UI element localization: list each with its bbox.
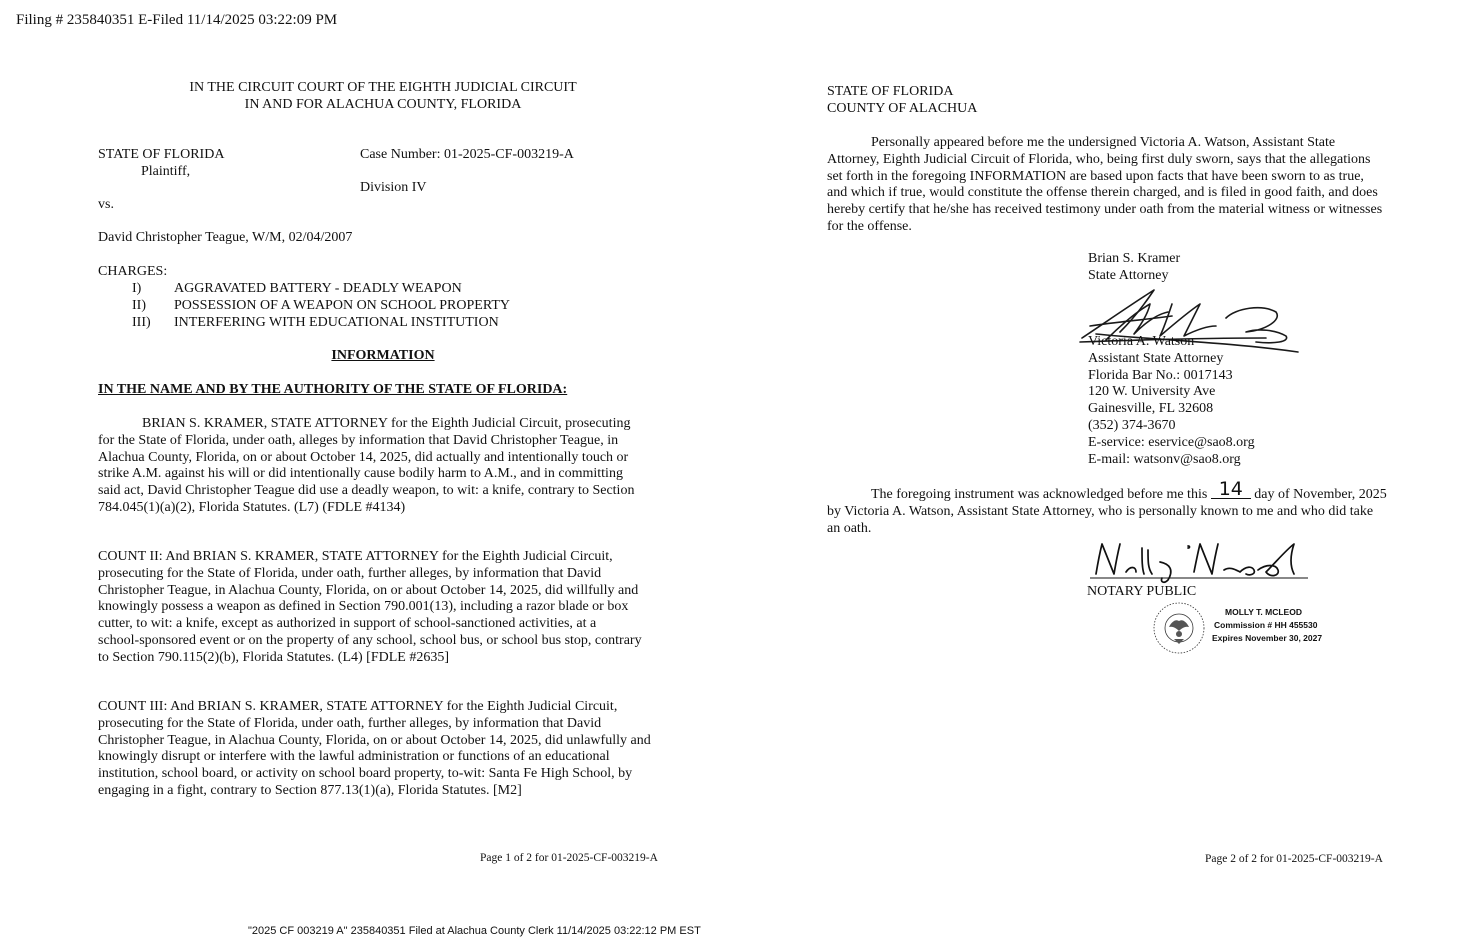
paragraph-line: for the offense. — [827, 218, 912, 234]
paragraph-line: Alachua County, Florida, on or about October 14, 2025, did actually and intentionally touch or — [98, 449, 629, 465]
signer-eservice: E-service: eservice@sao8.org — [1088, 434, 1255, 450]
paragraph-line: COUNT II: And BRIAN S. KRAMER, STATE ATTORNEY for the Eighth Judicial Circuit, — [98, 549, 613, 564]
signer-email: E-mail: watsonv@sao8.org — [1088, 451, 1241, 467]
paragraph-line: institution, school board, or activity on school board property, to-wit: Santa Fe High School, by — [98, 766, 633, 782]
case-number: Case Number: 01-2025-CF-003219-A — [360, 147, 574, 162]
paragraph-line: knowingly possess a weapon as defined in Section 790.001(13), including a razor blade or box — [98, 599, 629, 615]
venue-state: STATE OF FLORIDA — [827, 84, 954, 99]
affidavit-paragraph — [827, 135, 1395, 236]
authority-title: IN THE NAME AND BY THE AUTHORITY OF THE STATE OF FLORIDA: — [98, 382, 568, 397]
notary-seal-text — [1212, 606, 1352, 645]
clerk-stamp: "2025 CF 003219 A" 235840351 Filed at Alachua County Clerk 11/14/2025 03:22:12 PM EST — [248, 925, 701, 937]
paragraph-line: cutter, to wit: a knife, except as authorized in support of school-sanctioned activities, at a — [98, 616, 597, 632]
paragraph-line: for the State of Florida, under oath, alleges by information that David Christopher Teague, in — [98, 432, 619, 448]
ack-text-b: day of November, 2025 — [1254, 487, 1387, 502]
charge-number: II) — [132, 298, 146, 313]
page-2-footer: Page 2 of 2 for 01-2025-CF-003219-A — [1205, 853, 1383, 865]
charges-label: CHARGES: — [98, 264, 168, 279]
venue-block — [827, 84, 977, 118]
venue-county: COUNTY OF ALACHUA — [827, 100, 978, 116]
party-name: STATE OF FLORIDA — [98, 147, 225, 162]
seal-name: MOLLY T. MCLEOD — [1225, 607, 1302, 617]
paragraph-line: Christopher Teague, in Alachua County, Florida, on or about October 14, 2025, did unlawfully and — [98, 732, 651, 748]
court-caption — [0, 80, 766, 114]
signer-street: 120 W. University Ave — [1088, 384, 1216, 400]
seal-commission: Commission # HH 455530 — [1214, 620, 1318, 630]
notary-label: NOTARY PUBLIC — [1087, 584, 1197, 599]
filing-header: Filing # 235840351 E-Filed 11/14/2025 03:22:09 PM — [16, 12, 338, 28]
paragraph-line: strike A.M. against his will or did intentionally cause bodily harm to A.M., and in committing — [98, 466, 623, 482]
ack-day: 14 — [1211, 481, 1251, 499]
court-line-1: IN THE CIRCUIT COURT OF THE EIGHTH JUDICIAL CIRCUIT — [189, 80, 577, 95]
paragraph-line: Attorney, Eighth Judicial Circuit of Florida, who, being first duly sworn, says that the allegations — [827, 151, 1371, 167]
state-attorney-title: State Attorney — [1088, 267, 1169, 283]
paragraph-line: engaging in a fight, contrary to Section 877.13(1)(a), Florida Statutes. [M2] — [98, 782, 522, 798]
signer-name: Victoria A. Watson — [1088, 334, 1195, 349]
party-role: Plaintiff, — [141, 164, 191, 179]
charge-number: I) — [132, 281, 142, 296]
signer-city: Gainesville, FL 32608 — [1088, 401, 1214, 417]
page-1-footer: Page 1 of 2 for 01-2025-CF-003219-A — [480, 852, 658, 864]
acknowledgement-paragraph — [827, 478, 1395, 537]
charge-text: INTERFERING WITH EDUCATIONAL INSTITUTION — [174, 315, 499, 330]
paragraph-line: knowingly disrupt or interfere with the lawful administration or functions of an educational — [98, 749, 610, 765]
paragraph-line: set forth in the foregoing INFORMATION are based upon facts that have been sworn to as true, — [827, 168, 1364, 184]
state-attorney-name: Brian S. Kramer — [1088, 251, 1181, 266]
signer-phone: (352) 374-3670 — [1088, 417, 1176, 433]
charge-item — [98, 298, 598, 315]
versus: vs. — [98, 197, 114, 212]
ack-line-1 — [827, 478, 1395, 504]
paragraph-line: prosecuting for the State of Florida, under oath, further alleges, by information that David — [98, 715, 602, 731]
paragraph-line: school-sponsored event or on the property of any school, school bus, or school bus stop, contrary — [98, 632, 642, 648]
paragraph-line: Personally appeared before me the undersigned Victoria A. Watson, Assistant State — [871, 135, 1336, 150]
notary-signature — [1090, 540, 1310, 588]
ack-text-a: The foregoing instrument was acknowledged before me this — [871, 487, 1208, 502]
charge-item — [98, 281, 598, 298]
charges-list — [98, 281, 598, 332]
defendant: David Christopher Teague, W/M, 02/04/2007 — [98, 230, 353, 245]
paragraph-line: Christopher Teague, in Alachua County, Florida, on or about October 14, 2025, did willfully and — [98, 582, 639, 598]
paragraph-line: 784.045(1)(a)(2), Florida Statutes. (L7) (FDLE #4134) — [98, 499, 406, 515]
division: Division IV — [360, 180, 427, 195]
ack-line-3: an oath. — [827, 520, 872, 536]
signer-bar-number: Florida Bar No.: 0017143 — [1088, 367, 1233, 383]
paragraph-line: said act, David Christopher Teague did use a deadly weapon, to wit: a knife, contrary to Section — [98, 483, 635, 499]
paragraph-line: BRIAN S. KRAMER, STATE ATTORNEY for the Eighth Judicial Circuit, prosecuting — [142, 416, 631, 431]
court-line-2: IN AND FOR ALACHUA COUNTY, FLORIDA — [244, 96, 522, 112]
charge-text: POSSESSION OF A WEAPON ON SCHOOL PROPERTY — [174, 298, 511, 313]
paragraph-line: hereby certify that he/she has received testimony under oath from the material witness or witnesses — [827, 202, 1383, 218]
count-3-paragraph — [98, 699, 668, 800]
count-1-paragraph — [98, 416, 668, 517]
information-title: INFORMATION — [331, 348, 435, 363]
charge-text: AGGRAVATED BATTERY - DEADLY WEAPON — [174, 281, 462, 296]
count-2-paragraph — [98, 549, 668, 667]
paragraph-line: to Section 790.115(2)(b), Florida Statutes. (L4) [FDLE #2635] — [98, 649, 449, 665]
ack-line-2: by Victoria A. Watson, Assistant State Attorney, who is personally known to me and who did take — [827, 503, 1374, 519]
state-attorney-block — [1088, 251, 1180, 285]
notary-seal-icon — [1152, 601, 1206, 655]
charge-item — [98, 315, 598, 332]
charge-number: III) — [132, 315, 151, 330]
paragraph-line: COUNT III: And BRIAN S. KRAMER, STATE ATTORNEY for the Eighth Judicial Circuit, — [98, 699, 618, 714]
seal-expiry: Expires November 30, 2027 — [1212, 633, 1323, 643]
signer-block — [1088, 334, 1255, 468]
paragraph-line: and which if true, would constitute the offense therein charged, and is filed in good faith, and does — [827, 185, 1378, 201]
signer-title: Assistant State Attorney — [1088, 350, 1224, 366]
paragraph-line: prosecuting for the State of Florida, under oath, further alleges, by information that David — [98, 565, 602, 581]
